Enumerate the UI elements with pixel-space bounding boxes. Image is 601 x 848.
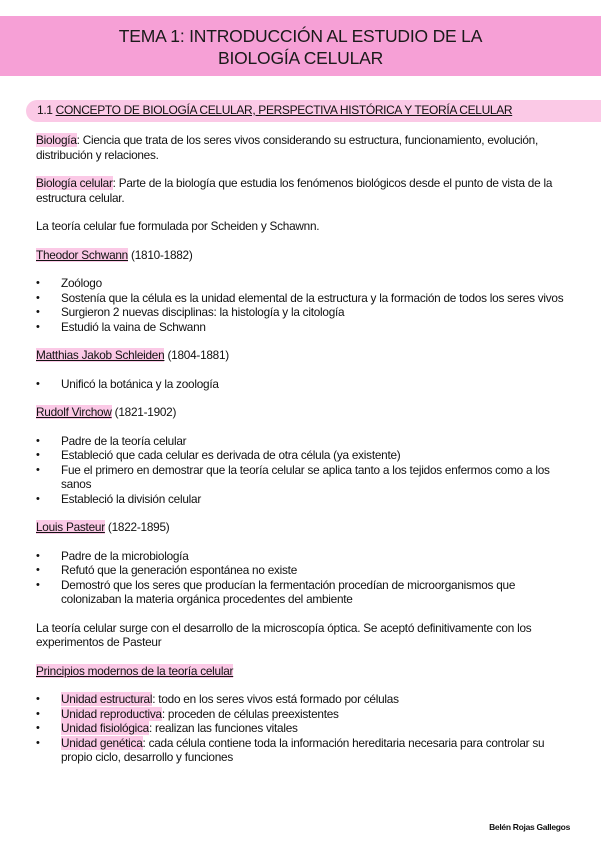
list-item: • Sostenía que la célula es la unidad elemental de la estructura y la formación de todos los seres vivos (36, 291, 571, 306)
section-heading-text: CONCEPTO DE BIOLOGÍA CELULAR, PERSPECTIVA HISTÓRICA Y TEORÍA CELULAR (55, 103, 513, 117)
list-item: • Unificó la botánica y la zoología (36, 377, 571, 392)
person-heading (36, 405, 571, 420)
section-number: 1.1 (37, 103, 53, 117)
intro-sentence: La teoría celular fue formulada por Scheiden y Schawnn. (36, 219, 320, 233)
principle-term: Unidad reproductiva (61, 706, 162, 721)
title-band (0, 16, 601, 76)
list-item: • Fue el primero en demostrar que la teoría celular se aplica tanto a los tejidos enfermos como a los sanos (36, 463, 571, 492)
person-heading (36, 520, 571, 535)
list-item (36, 692, 571, 707)
person-years: (1821-1902) (111, 405, 177, 419)
person-heading (36, 248, 571, 263)
person-years: (1804-1881) (164, 348, 229, 362)
principle-term: Unidad fisiológica (61, 721, 149, 735)
page-title-line-1: TEMA 1: INTRODUCCIÓN AL ESTUDIO DE LA (118, 26, 483, 46)
closing-paragraph: La teoría celular surge con el desarrollo de la microscopía óptica. Se aceptó definitivamente con los experimentos de Pasteur (36, 620, 532, 649)
list-item: • Surgieron 2 nuevas disciplinas: la histología y la citología (36, 305, 571, 320)
list-item: • Zoólogo (36, 276, 571, 291)
person-years: (1822-1895) (104, 520, 170, 534)
definition-text: : Parte de la biología que estudia los fenómenos biológicos desde el punto de vista de la estructura celular. (36, 176, 553, 205)
principles-list (36, 692, 571, 765)
list-item: • Demostró que los seres que producían la fermentación procedían de microorganismos que colonizaban la materia orgánica procedentes del ambiente (36, 578, 571, 607)
person-years: (1810-1882) (128, 247, 193, 262)
person-points-list (36, 377, 571, 392)
principle-text: : proceden de células preexistentes (161, 706, 339, 721)
definition-biologia-celular (36, 176, 571, 205)
person-points-list (36, 276, 571, 334)
list-item (36, 736, 571, 765)
list-item (36, 707, 571, 722)
principle-text: : realizan las funciones vitales (148, 721, 298, 735)
list-item: • Padre de la teoría celular (36, 434, 571, 449)
person-name: Louis Pasteur (36, 520, 105, 534)
section-heading (37, 103, 512, 117)
principles-heading (36, 664, 571, 679)
footer-author: Belén Rojas Gallegos (489, 822, 570, 832)
person-points-list (36, 549, 571, 607)
principle-term: Unidad genética (61, 735, 143, 750)
person-points-list (36, 434, 571, 507)
principle-term: Unidad estructural (61, 692, 153, 706)
definition-term: Biología celular (36, 176, 113, 190)
list-item: • Estableció la división celular (36, 492, 571, 507)
person-name: Theodor Schwann (36, 247, 128, 262)
principle-text: : todo en los seres vivos está formado por células (152, 692, 399, 706)
list-item: • Estableció que cada celular es derivada de otra célula (ya existente) (36, 448, 571, 463)
list-item (36, 721, 571, 736)
definition-biologia (36, 133, 571, 162)
principle-text: : cada célula contiene toda la información hereditaria necesaria para controlar su propio ciclo, desarrollo y funciones (61, 735, 545, 764)
document-body (36, 133, 571, 779)
person-name: Rudolf Virchow (36, 405, 112, 419)
list-item: • Estudió la vaina de Schwann (36, 320, 571, 335)
list-item: • Refutó que la generación espontánea no existe (36, 563, 571, 578)
definition-text: : Ciencia que trata de los seres vivos considerando su estructura, funcionamiento, evolución, distribución y relaciones. (36, 133, 538, 162)
list-item: • Padre de la microbiología (36, 549, 571, 564)
principles-heading-text: Principios modernos de la teoría celular (36, 663, 234, 678)
page-title-line-2: BIOLOGÍA CELULAR (217, 48, 384, 68)
definition-term: Biología (36, 133, 77, 147)
person-heading (36, 348, 571, 363)
person-name: Matthias Jakob Schleiden (36, 348, 165, 362)
